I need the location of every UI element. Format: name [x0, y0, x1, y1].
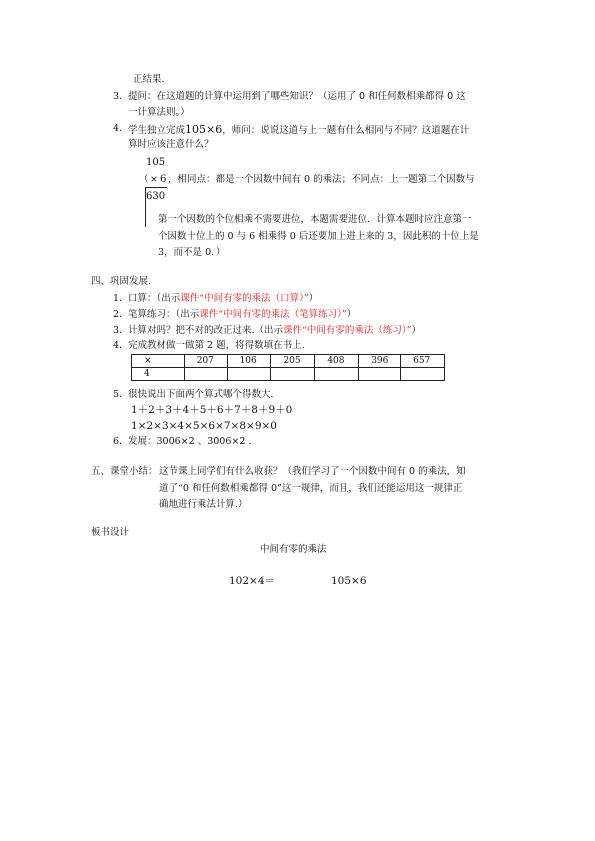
- explain-line: 第一个因数的个位相乘不需要进位，本题需要进位．计算本题时应注意第一: [158, 214, 472, 225]
- table-cell: 657: [401, 355, 445, 368]
- section-5-heading: 五、课堂小结：: [91, 466, 158, 477]
- courseware-link[interactable]: 课件“中间有零的乘法（口算）”: [180, 293, 309, 304]
- exercise-text: 笔算练习：（出示: [128, 309, 200, 320]
- item-4-line2: 算时应该注意什么？: [128, 139, 214, 150]
- vertical-multiplier: 6: [160, 174, 167, 185]
- explain-first-line: ，相同点：都是一个因数中间有 0 的乘法；不同点：上一题第二个因数与: [168, 174, 475, 185]
- item-4-line1-post: ，师问：说说这道与上一题有什么相同与不同？这道题在计: [222, 125, 470, 136]
- product-expression: 1×2×3×4×5×6×7×8×9×0: [131, 420, 277, 432]
- vertical-top-number: 105: [146, 157, 166, 168]
- item-number: 3．: [113, 91, 129, 102]
- item-3-line2: 一计算法则。）: [128, 107, 190, 118]
- exercise-6: 发展：3006×2 、3006×2 .: [128, 436, 252, 447]
- exercise-text: 口算：（出示: [128, 293, 181, 304]
- exercise-3: [128, 326, 421, 336]
- vertical-result-line: [145, 187, 167, 188]
- item-number: 1．: [113, 293, 129, 304]
- board-right-expression: 105×6: [331, 575, 367, 587]
- summary-line: 这节课上同学们有什么收获？（我们学习了一个因数中间有 0 的乘法，知: [159, 466, 466, 477]
- item-number: 6．: [113, 436, 129, 447]
- table-row: [132, 368, 445, 381]
- table-cell[interactable]: [184, 368, 227, 381]
- item-number: 5．: [113, 389, 129, 400]
- table-cell: 106: [227, 355, 271, 368]
- table-cell: 396: [359, 355, 401, 368]
- vertical-multiply-sign: ×: [150, 174, 158, 185]
- section-4-heading: 四、巩固发展.: [91, 276, 152, 287]
- item-4-line1: [128, 124, 469, 136]
- exercise-4: 完成教材做一做第 2 题，将得数填在书上.: [128, 340, 305, 351]
- table-cell: 4: [132, 368, 185, 381]
- item-number: 2．: [113, 309, 129, 320]
- vertical-open-paren: （: [139, 174, 149, 185]
- item-4-line1-pre: 学生独立完成: [128, 125, 186, 136]
- table-cell[interactable]: [315, 368, 359, 381]
- table-cell[interactable]: [227, 368, 271, 381]
- item-number: 3．: [113, 325, 129, 336]
- item-number: 4．: [113, 340, 129, 351]
- exercise-text-end: ）: [308, 293, 319, 304]
- board-left-expression: 102×4＝: [229, 575, 276, 587]
- continuation-text: 正结果.: [133, 74, 165, 85]
- exercise-text: 计算对吗？把不对的改正过来.（出示: [128, 325, 284, 336]
- exercise-1: [128, 294, 318, 304]
- exercise-text-end: ）: [411, 325, 422, 336]
- exercise-text-end: ）: [346, 309, 357, 320]
- exercise-5: 很快说出下面两个算式哪个得数大.: [128, 389, 274, 400]
- item-4-line1-expr: 105×6: [185, 123, 223, 136]
- exercise-table: [131, 354, 445, 381]
- board-design-label: 板书设计: [91, 527, 130, 538]
- vertical-result: 630: [146, 191, 166, 202]
- table-cell: 207: [184, 355, 227, 368]
- sum-expression: 1＋2＋3＋4＋5＋6＋7＋8＋9＋0: [131, 404, 293, 416]
- courseware-link[interactable]: 课件“中间有零的乘法（笔算练习）”: [199, 309, 347, 320]
- table-cell[interactable]: [401, 368, 445, 381]
- table-header-row: [132, 355, 445, 368]
- explain-line: 3，而不是 0．）: [158, 247, 226, 258]
- courseware-link[interactable]: 课件“中间有零的乘法（练习）”: [283, 325, 412, 336]
- item-3-line1: 提问：在这道题的计算中运用到了哪些知识？（运用了 0 和任何数相乘都得 0 这: [128, 91, 466, 102]
- table-cell[interactable]: [359, 368, 401, 381]
- exercise-2: [128, 310, 356, 320]
- explain-line: 个因数十位上的 0 与 6 相乘得 0 后还要加上进上来的 3，因此积的十位上是: [158, 231, 479, 242]
- board-title: 中间有零的乘法: [260, 544, 327, 555]
- table-cell: ×: [132, 355, 185, 368]
- table-cell[interactable]: [271, 368, 315, 381]
- summary-line: 确地进行乘法计算.）: [159, 499, 248, 510]
- table-cell: 408: [315, 355, 359, 368]
- table-cell: 205: [271, 355, 315, 368]
- item-number: 4．: [113, 123, 129, 134]
- summary-line: 道了“0 和任何数相乘都得 0”这一规律，而且，我们还能运用这一规律正: [159, 483, 463, 494]
